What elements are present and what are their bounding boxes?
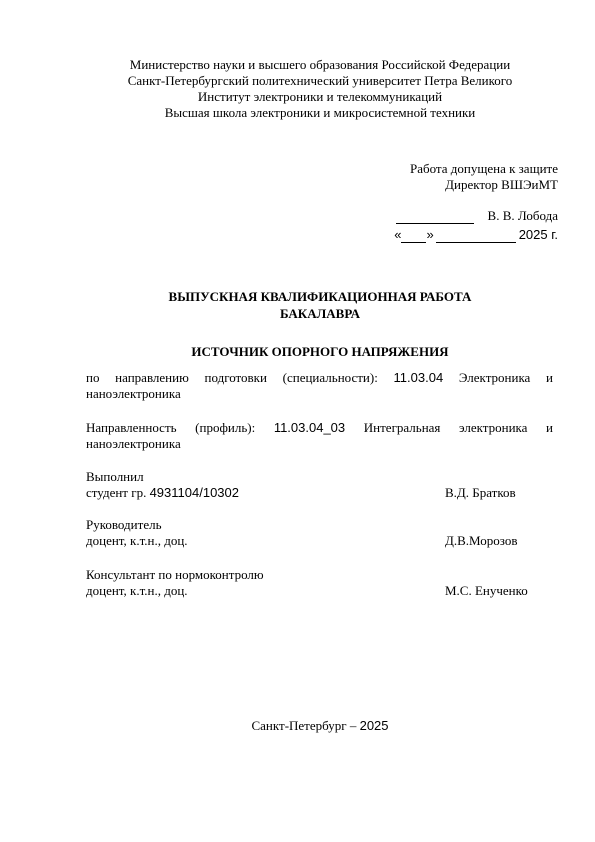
profile-suffix: Интегральная электроника и — [345, 420, 553, 435]
thesis-title-block — [0, 289, 595, 360]
author-group-prefix: студент гр. — [86, 485, 150, 500]
thesis-type-line2: БАКАЛАВРА — [279, 306, 361, 321]
profile-prefix: Направленность (профиль): — [86, 420, 274, 435]
supervisor-name: Д.В.Морозов — [445, 533, 518, 548]
approval-date-row — [394, 227, 558, 243]
day-blank — [401, 230, 426, 243]
author-name: В.Д. Братков — [445, 485, 516, 500]
footer-year: 2025 — [359, 718, 389, 733]
direction-paragraph — [86, 370, 553, 403]
month-blank — [436, 230, 516, 243]
author-row — [86, 485, 553, 501]
profile-paragraph — [86, 420, 553, 453]
direction-suffix: Электроника и — [443, 370, 553, 385]
footer-city: Санкт-Петербург – — [251, 718, 360, 733]
thesis-type-line1: ВЫПУСКНАЯ КВАЛИФИКАЦИОННАЯ РАБОТА — [168, 289, 472, 304]
ministry-line: Министерство науки и высшего образования Российской Федерации — [129, 57, 511, 72]
supervisor-title: доцент, к.т.н., доц. — [86, 533, 188, 548]
signature-blank — [396, 211, 474, 224]
approval-year: 2025 г. — [518, 227, 558, 242]
quote-open: « — [394, 227, 402, 242]
approval-block — [394, 161, 558, 243]
approval-admitted: Работа допущена к защите — [409, 161, 558, 176]
supervisor-row — [86, 533, 553, 549]
direction-prefix: по направлению подготовки (специальности): — [86, 370, 394, 385]
direction-code: 11.03.04 — [393, 370, 444, 385]
approval-position: Директор ВШЭиМТ — [445, 177, 558, 192]
thesis-topic: ИСТОЧНИК ОПОРНОГО НАПРЯЖЕНИЯ — [191, 344, 449, 359]
organization-header — [0, 57, 595, 121]
university-line: Санкт-Петербургский политехнический университет Петра Великого — [127, 73, 513, 88]
quote-close: » — [426, 227, 434, 242]
author-role: Выполнил — [86, 469, 144, 484]
supervisor-role: Руководитель — [86, 517, 162, 532]
direction-line2: наноэлектроника — [86, 386, 181, 402]
author-block — [86, 469, 553, 501]
consultant-role: Консультант по нормоконтролю — [86, 567, 264, 582]
consultant-name: М.С. Енученко — [445, 583, 528, 598]
profile-code: 11.03.04_03 — [273, 420, 346, 435]
direction-line1 — [86, 370, 553, 386]
consultant-block — [86, 567, 553, 599]
profile-line1 — [86, 420, 553, 436]
school-line: Высшая школа электроники и микросистемной техники — [164, 105, 476, 120]
supervisor-block — [86, 517, 553, 549]
approval-signature-row — [394, 208, 558, 224]
institute-line: Институт электроники и телекоммуникаций — [197, 89, 443, 104]
approval-signer: В. В. Лобода — [487, 208, 558, 223]
consultant-title: доцент, к.т.н., доц. — [86, 583, 188, 598]
consultant-row — [86, 583, 553, 599]
profile-line2: наноэлектроника — [86, 436, 181, 452]
city-year-footer — [0, 718, 595, 734]
author-group: 4931104/10302 — [149, 485, 239, 500]
